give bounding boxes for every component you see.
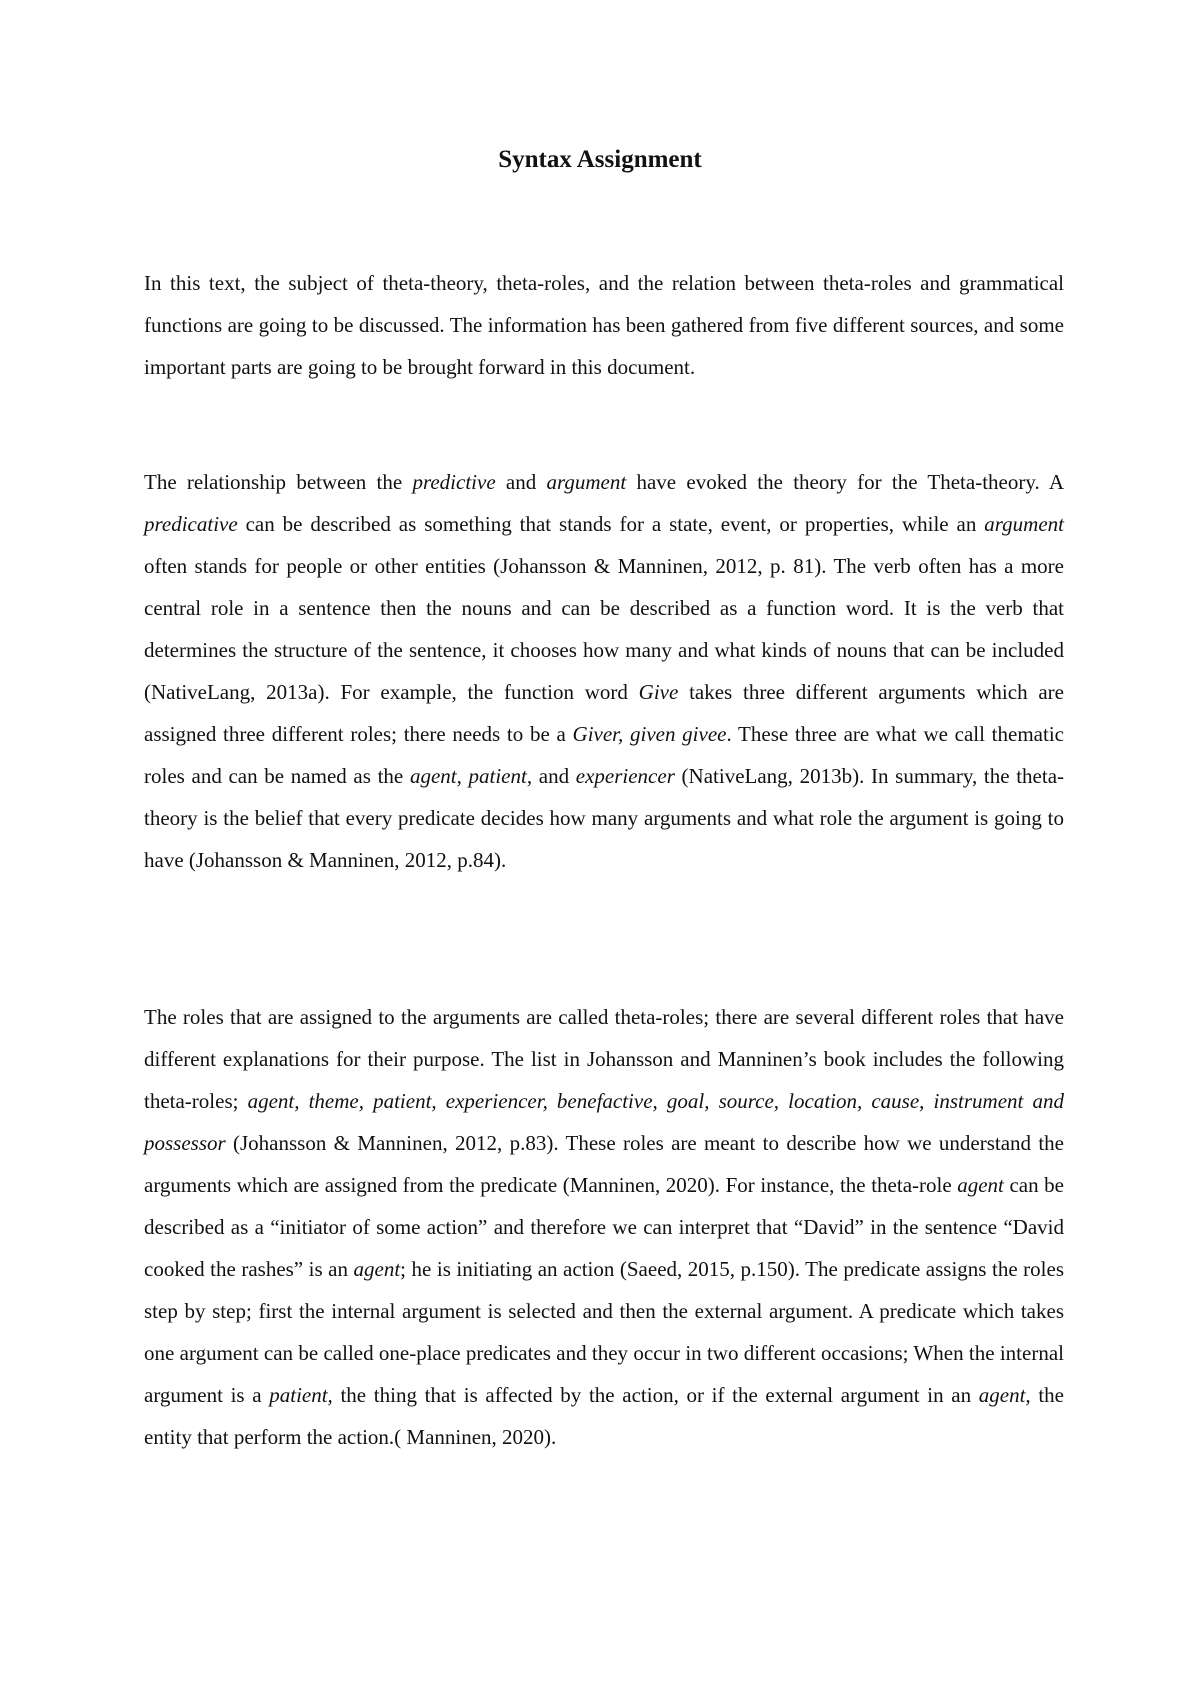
- text-run: (NativeLang, 2013b). In summary, the theta-theory is the belief that every predicate decides how many arguments and what role the argument is going to have (Johansson & Manninen, 2012, p.84).: [144, 764, 1065, 872]
- italic-text-run: predicative: [144, 512, 238, 536]
- document-title: Syntax Assignment: [498, 146, 702, 173]
- text-run: . These three are what we call thematic roles and can be named as the: [144, 722, 1064, 788]
- text-run: In this text, the subject of theta-theory, theta-roles, and the relation between theta-roles and grammatical functions are going to be discussed. The information has been gathered from five different sources, and some important parts are going to be brought forward in this document.: [144, 271, 1064, 379]
- text-run: The relationship between the: [144, 470, 413, 494]
- text-run: , and: [526, 764, 576, 788]
- text-run: can be described as a “initiator of some action” and therefore we can interpret that “David” in the sentence “David cooked the rashes” is an: [144, 1173, 1065, 1281]
- italic-text-run: agent, patient: [409, 764, 527, 788]
- italic-text-run: agent: [957, 1173, 1004, 1197]
- text-run: the thing that is affected by the action, or if the external argument in an: [332, 1383, 979, 1407]
- italic-text-run: Giver, given givee: [572, 722, 727, 746]
- italic-text-run: argument: [546, 470, 627, 494]
- text-run: takes three different arguments which are assigned three different roles; there needs to be a: [144, 680, 1064, 746]
- italic-text-run: agent, theme, patient, experiencer, benefactive, goal, source, location, cause, instrument and possessor: [144, 1089, 1064, 1155]
- text-run: can be described as something that stands for a state, event, or properties, while an: [237, 512, 985, 536]
- text-run: The roles that are assigned to the arguments are called theta-roles; there are several different roles that have different explanations for their purpose. The list in Johansson and Manninen’s book includes the following theta-roles;: [144, 1005, 1064, 1113]
- text-run: ; he is initiating an action (Saeed, 2015, p.150). The predicate assigns the roles step by step; first the internal argument is selected and then the external argument. A predicate which takes one argument can be called one-place predicates and they occur in two different occasions; When the internal argument is a: [144, 1257, 1064, 1407]
- paragraph-3: [144, 996, 1064, 1458]
- italic-text-run: predictive: [412, 470, 496, 494]
- italic-text-run: agent,: [978, 1383, 1031, 1407]
- text-run: (Johansson & Manninen, 2012, p.83). These roles are meant to describe how we understand the arguments which are assigned from the predicate (Manninen, 2020). For instance, the theta-role: [144, 1131, 1064, 1197]
- italic-text-run: experiencer: [575, 764, 675, 788]
- text-run: have evoked the theory for the Theta-theory. A: [626, 470, 1064, 494]
- italic-text-run: argument: [984, 512, 1064, 536]
- text-run: and: [495, 470, 547, 494]
- italic-text-run: agent: [353, 1257, 401, 1281]
- paragraph-2: [144, 461, 1064, 881]
- paragraph-1: [144, 262, 1064, 388]
- italic-text-run: patient,: [269, 1383, 333, 1407]
- text-run: often stands for people or other entities (Johansson & Manninen, 2012, p. 81). The verb often has a more central role in a sentence then the nouns and can be described as a function word. It is the verb that determines the structure of the sentence, it chooses how many and what kinds of nouns that can be included (NativeLang, 2013a). For example, the function word: [144, 554, 1064, 704]
- italic-text-run: Give: [638, 680, 679, 704]
- text-run: the entity that perform the action.( Manninen, 2020).: [144, 1383, 1064, 1449]
